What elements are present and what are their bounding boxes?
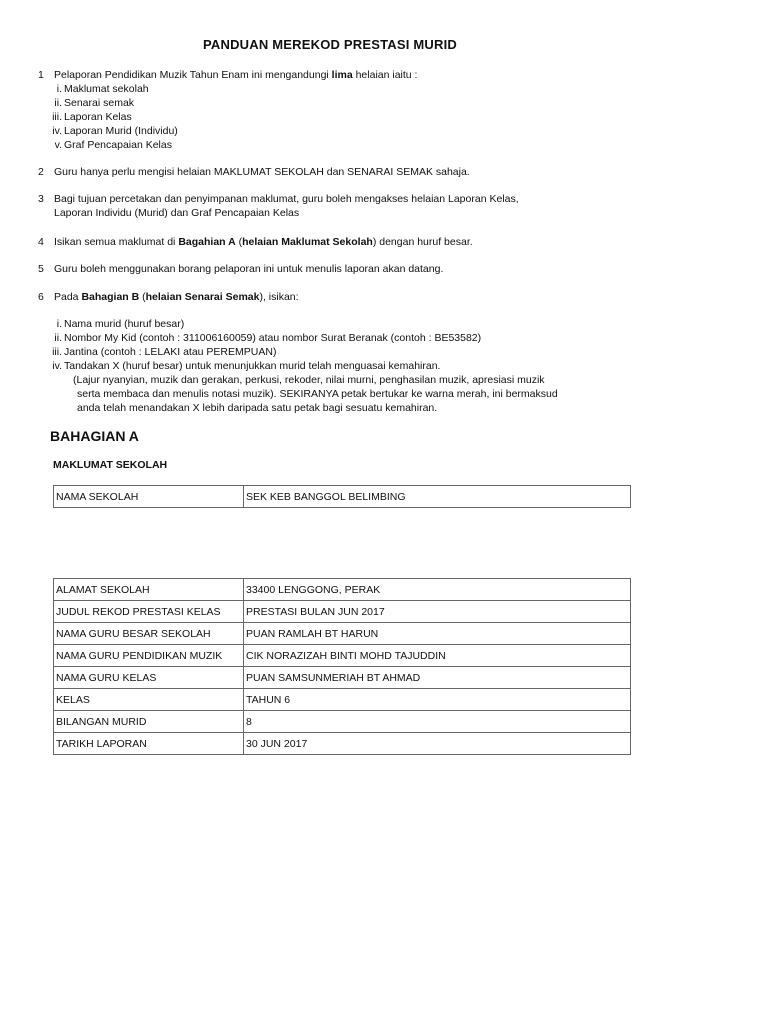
table-row — [54, 579, 631, 601]
field-value[interactable]: PUAN SAMSUNMERIAH BT AHMAD — [244, 667, 631, 689]
field-value[interactable]: SEK KEB BANGGOL BELIMBING — [244, 486, 631, 508]
note-line: (Lajur nyanyian, muzik dan gerakan, perkusi, rekoder, nilai murni, penghasilan muzik, apresiasi muzik — [73, 374, 545, 386]
table-row — [54, 689, 631, 711]
list-item: iv. Tandakan X (huruf besar) untuk menunjukkan murid telah menguasai kemahiran. — [52, 360, 441, 372]
instruction-2: 2 Guru hanya perlu mengisi helaian MAKLUMAT SEKOLAH dan SENARAI SEMAK sahaja. — [38, 166, 470, 178]
section-title: BAHAGIAN A — [50, 428, 139, 444]
instruction-6: 6 Pada Bahagian B (helaian Senarai Semak), isikan: — [38, 291, 299, 303]
field-value[interactable]: CIK NORAZIZAH BINTI MOHD TAJUDDIN — [244, 645, 631, 667]
field-value[interactable]: 8 — [244, 711, 631, 733]
school-name-table — [53, 485, 631, 508]
table-row — [54, 623, 631, 645]
page-title: PANDUAN MEREKOD PRESTASI MURID — [203, 37, 457, 52]
table-row — [54, 645, 631, 667]
field-value[interactable]: PRESTASI BULAN JUN 2017 — [244, 601, 631, 623]
table-row — [54, 667, 631, 689]
list-item: ii. Nombor My Kid (contoh : 311006160059) atau nombor Surat Beranak (contoh : BE53582) — [54, 332, 482, 344]
field-value[interactable]: TAHUN 6 — [244, 689, 631, 711]
subsection-title: MAKLUMAT SEKOLAH — [53, 459, 168, 471]
instruction-1: 1 Pelaporan Pendidikan Muzik Tahun Enam ini mengandungi lima helaian iaitu : — [38, 69, 418, 81]
field-label: JUDUL REKOD PRESTASI KELAS — [54, 601, 244, 623]
table-row — [54, 601, 631, 623]
field-label: KELAS — [54, 689, 244, 711]
instruction-5: 5 Guru boleh menggunakan borang pelaporan ini untuk menulis laporan akan datang. — [38, 263, 444, 275]
field-label: BILANGAN MURID — [54, 711, 244, 733]
list-item: iii. Laporan Kelas — [52, 111, 132, 123]
field-label: NAMA SEKOLAH — [54, 486, 244, 508]
note-line: anda telah menandakan X lebih daripada satu petak bagi sesuatu kemahiran. — [77, 402, 438, 414]
instruction-4: 4 Isikan semua maklumat di Bagahian A (helaian Maklumat Sekolah) dengan huruf besar. — [38, 236, 473, 248]
instruction-3: 3 Bagi tujuan percetakan dan penyimpanan maklumat, guru boleh mengakses helaian Laporan Kelas, Laporan Individu (Murid) dan Graf Pencapaian Kelas — [38, 193, 519, 219]
table-row — [54, 711, 631, 733]
list-item: iv. Laporan Murid (Individu) — [52, 125, 178, 137]
list-item: v. Graf Pencapaian Kelas — [54, 139, 172, 151]
table-row — [54, 733, 631, 755]
list-item: i. Maklumat sekolah — [56, 83, 149, 95]
field-label: NAMA GURU KELAS — [54, 667, 244, 689]
list-item: ii. Senarai semak — [54, 97, 135, 109]
table-row — [54, 486, 631, 508]
field-value[interactable]: 30 JUN 2017 — [244, 733, 631, 755]
school-details-table — [53, 578, 631, 755]
field-label: TARIKH LAPORAN — [54, 733, 244, 755]
list-item: i. Nama murid (huruf besar) — [56, 318, 185, 330]
field-value[interactable]: 33400 LENGGONG, PERAK — [244, 579, 631, 601]
field-label: NAMA GURU BESAR SEKOLAH — [54, 623, 244, 645]
list-item: iii. Jantina (contoh : LELAKI atau PEREMPUAN) — [52, 346, 277, 358]
field-label: ALAMAT SEKOLAH — [54, 579, 244, 601]
note-line: serta membaca dan menulis notasi muzik). SEKIRANYA petak bertukar ke warna merah, ini bermaksud — [77, 388, 558, 400]
field-label: NAMA GURU PENDIDIKAN MUZIK — [54, 645, 244, 667]
field-value[interactable]: PUAN RAMLAH BT HARUN — [244, 623, 631, 645]
